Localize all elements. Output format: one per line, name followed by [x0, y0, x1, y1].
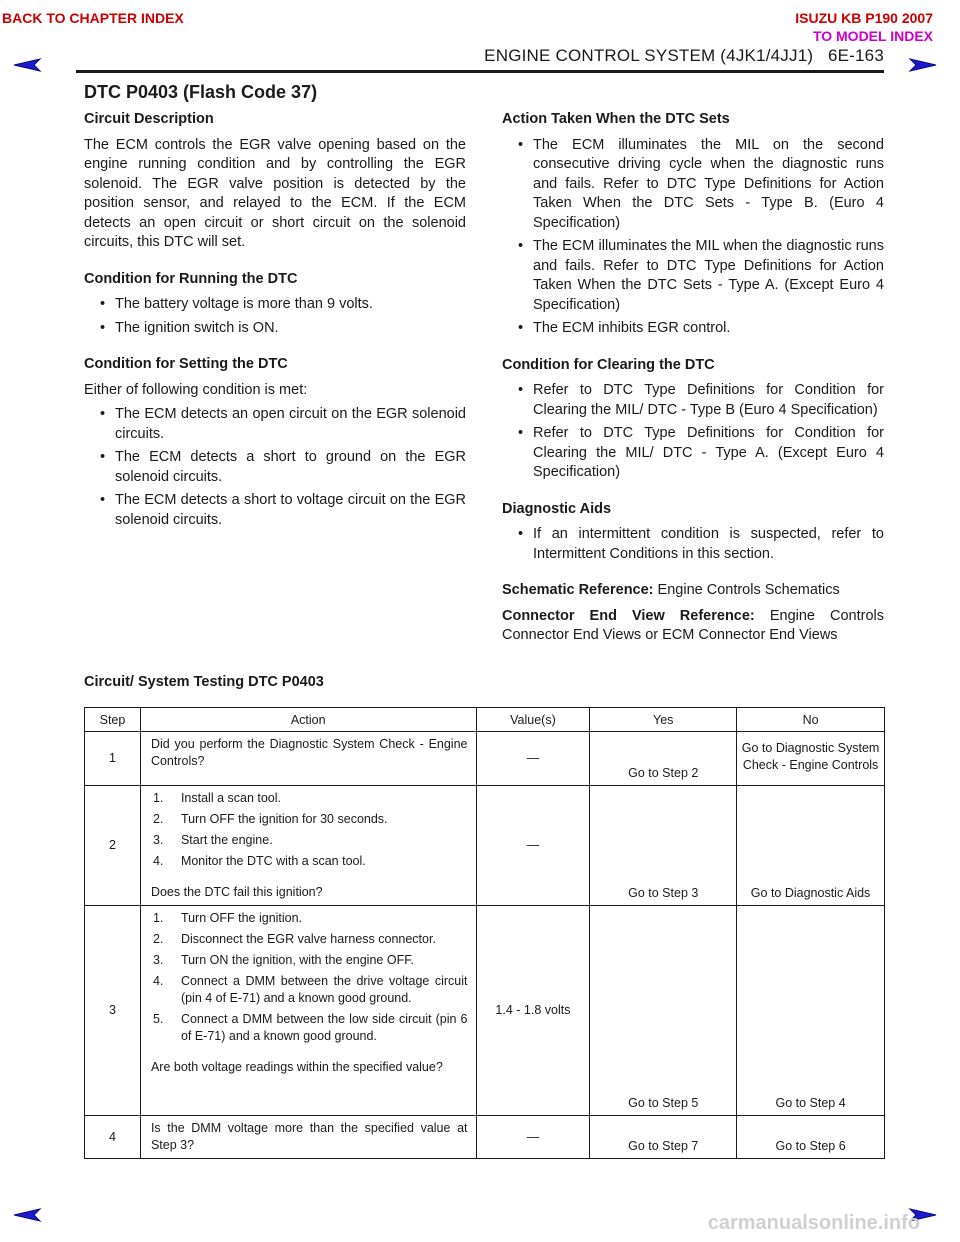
connector-reference	[502, 607, 884, 646]
schematic-reference-value: Engine Controls Schematics	[657, 582, 840, 598]
diagnostic-aids-heading: Diagnostic Aids	[502, 500, 612, 517]
step-yes: Go to Step 7	[590, 1116, 737, 1159]
clearing-condition-heading: Condition for Clearing the DTC	[502, 356, 715, 373]
running-condition-section	[84, 270, 466, 339]
circuit-testing-heading: Circuit/ System Testing DTC P0403	[84, 674, 324, 690]
step-yes: Go to Step 3	[590, 786, 737, 906]
step-instruction: 4. Monitor the DTC with a scan tool.	[152, 854, 366, 868]
running-condition-item: • The battery voltage is more than 9 volts.	[84, 295, 466, 315]
step-number: 1	[85, 732, 141, 786]
setting-condition-item: • The ECM detects a short to voltage circuit on the EGR solenoid circuits.	[84, 491, 466, 530]
previous-page-arrow-icon[interactable]	[10, 56, 42, 74]
setting-condition-item: • The ECM detects an open circuit on the EGR solenoid circuits.	[84, 405, 466, 444]
page-header-title: ENGINE CONTROL SYSTEM (4JK1/4JJ1) 6E-163	[484, 46, 884, 65]
clearing-condition-section	[502, 356, 884, 483]
header-value: Value(s)	[476, 708, 590, 732]
running-condition-item: • The ignition switch is ON.	[84, 319, 466, 339]
step-no: Go to Step 6	[737, 1116, 885, 1159]
step-action	[140, 732, 476, 786]
step-number: 2	[85, 786, 141, 906]
table-header-row	[85, 708, 885, 732]
step-number: 4	[85, 1116, 141, 1159]
step-value: —	[476, 786, 590, 906]
clearing-condition-item: • Refer to DTC Type Definitions for Condition for Clearing the MIL/ DTC - Type B (Euro 4 Specification)	[502, 381, 884, 420]
connector-reference-value: Engine Controls Connector End Views or ECM Connector End Views	[502, 607, 885, 643]
back-to-chapter-index-link[interactable]: BACK TO CHAPTER INDEX	[2, 10, 184, 26]
setting-condition-heading: Condition for Setting the DTC	[84, 356, 288, 372]
next-page-arrow-icon[interactable]	[908, 56, 940, 74]
step-action	[140, 1116, 476, 1159]
setting-condition-item: • The ECM detects a short to ground on the EGR solenoid circuits.	[84, 448, 466, 487]
step-instruction: 1. Install a scan tool.	[152, 791, 281, 805]
header-action: Action	[140, 708, 476, 732]
action-taken-item: • The ECM illuminates the MIL on the second consecutive driving cycle when the diagnostic runs and fails. Refer to DTC Type Definitions for Action Taken When the DTC Sets - Type B. (Euro 4 Specification)	[502, 136, 884, 234]
setting-condition-lead: Either of following condition is met:	[84, 381, 308, 398]
step-question: Is the DMM voltage more than the specified value at Step 3?	[150, 1121, 468, 1152]
step-yes: Go to Step 2	[590, 732, 737, 786]
schematic-reference-label: Schematic Reference:	[502, 582, 654, 598]
header-yes: Yes	[590, 708, 737, 732]
step-action	[140, 786, 476, 906]
table-row	[85, 732, 885, 786]
step-question: Did you perform the Diagnostic System Check - Engine Controls?	[150, 737, 468, 768]
setting-condition-section	[84, 355, 466, 530]
watermark: carmanualsonline.info	[707, 1212, 920, 1234]
action-taken-heading: Action Taken When the DTC Sets	[502, 111, 730, 127]
action-taken-item: • The ECM illuminates the MIL when the diagnostic runs and fails. Refer to DTC Type Definitions for Action Taken When the DTC Sets - Type A. (Except Euro 4 Specification)	[502, 237, 884, 315]
step-instruction: 5. Connect a DMM between the low side circuit (pin 6 of E-71) and a known good ground.	[152, 1012, 468, 1043]
circuit-description-heading: Circuit Description	[84, 111, 214, 127]
step-instruction: 2. Turn OFF the ignition for 30 seconds.	[152, 812, 388, 826]
model-title-link[interactable]: ISUZU KB P190 2007	[795, 10, 933, 26]
step-yes: Go to Step 5	[590, 906, 737, 1116]
to-model-index-link[interactable]: TO MODEL INDEX	[812, 28, 933, 44]
header-no: No	[737, 708, 885, 732]
schematic-reference	[502, 581, 884, 601]
step-instruction: 3. Start the engine.	[152, 833, 273, 847]
action-taken-item: • The ECM inhibits EGR control.	[502, 319, 884, 339]
left-column	[84, 110, 466, 547]
clearing-condition-item: • Refer to DTC Type Definitions for Condition for Clearing the MIL/ DTC - Type A. (Except Euro 4 Specification)	[502, 424, 884, 483]
step-value: —	[476, 732, 590, 786]
diagnostic-table	[84, 707, 885, 1159]
circuit-description-text: The ECM controls the EGR valve opening based on the engine running condition and by controlling the EGR solenoid. The EGR valve position is detected by the position sensor, and relayed to the ECM. If the ECM detects an open circuit or short circuit on the solenoid circuits, this DTC will set.	[84, 136, 466, 250]
step-value: —	[476, 1116, 590, 1159]
header-divider	[76, 70, 884, 73]
step-instruction: 4. Connect a DMM between the drive voltage circuit (pin 4 of E-71) and a known good ground.	[152, 974, 468, 1005]
connector-reference-label: Connector End View Reference:	[502, 607, 755, 624]
previous-page-arrow-bottom-icon[interactable]	[10, 1206, 42, 1224]
step-number: 3	[85, 906, 141, 1116]
table-row	[85, 1116, 885, 1159]
step-action	[140, 906, 476, 1116]
diagnostic-aids-section	[502, 500, 884, 565]
dtc-title: DTC P0403 (Flash Code 37)	[84, 82, 318, 102]
running-condition-heading: Condition for Running the DTC	[84, 270, 298, 287]
step-no: Go to Diagnostic System Check - Engine Controls	[737, 732, 885, 786]
table-row	[85, 906, 885, 1116]
step-question: Does the DTC fail this ignition?	[150, 885, 323, 899]
step-no: Go to Diagnostic Aids	[737, 786, 885, 906]
header-step: Step	[85, 708, 141, 732]
step-instruction: 2. Disconnect the EGR valve harness connector.	[152, 932, 436, 946]
step-instruction: 1. Turn OFF the ignition.	[152, 911, 303, 925]
step-value: 1.4 - 1.8 volts	[476, 906, 590, 1116]
step-instruction: 3. Turn ON the ignition, with the engine OFF.	[152, 953, 414, 967]
diagnostic-aids-item: • If an intermittent condition is suspected, refer to Intermittent Conditions in this section.	[502, 525, 884, 564]
step-question: Are both voltage readings within the specified value?	[150, 1060, 443, 1074]
step-no: Go to Step 4	[737, 906, 885, 1116]
action-taken-section	[502, 110, 884, 339]
table-row	[85, 786, 885, 906]
right-column	[502, 110, 884, 663]
